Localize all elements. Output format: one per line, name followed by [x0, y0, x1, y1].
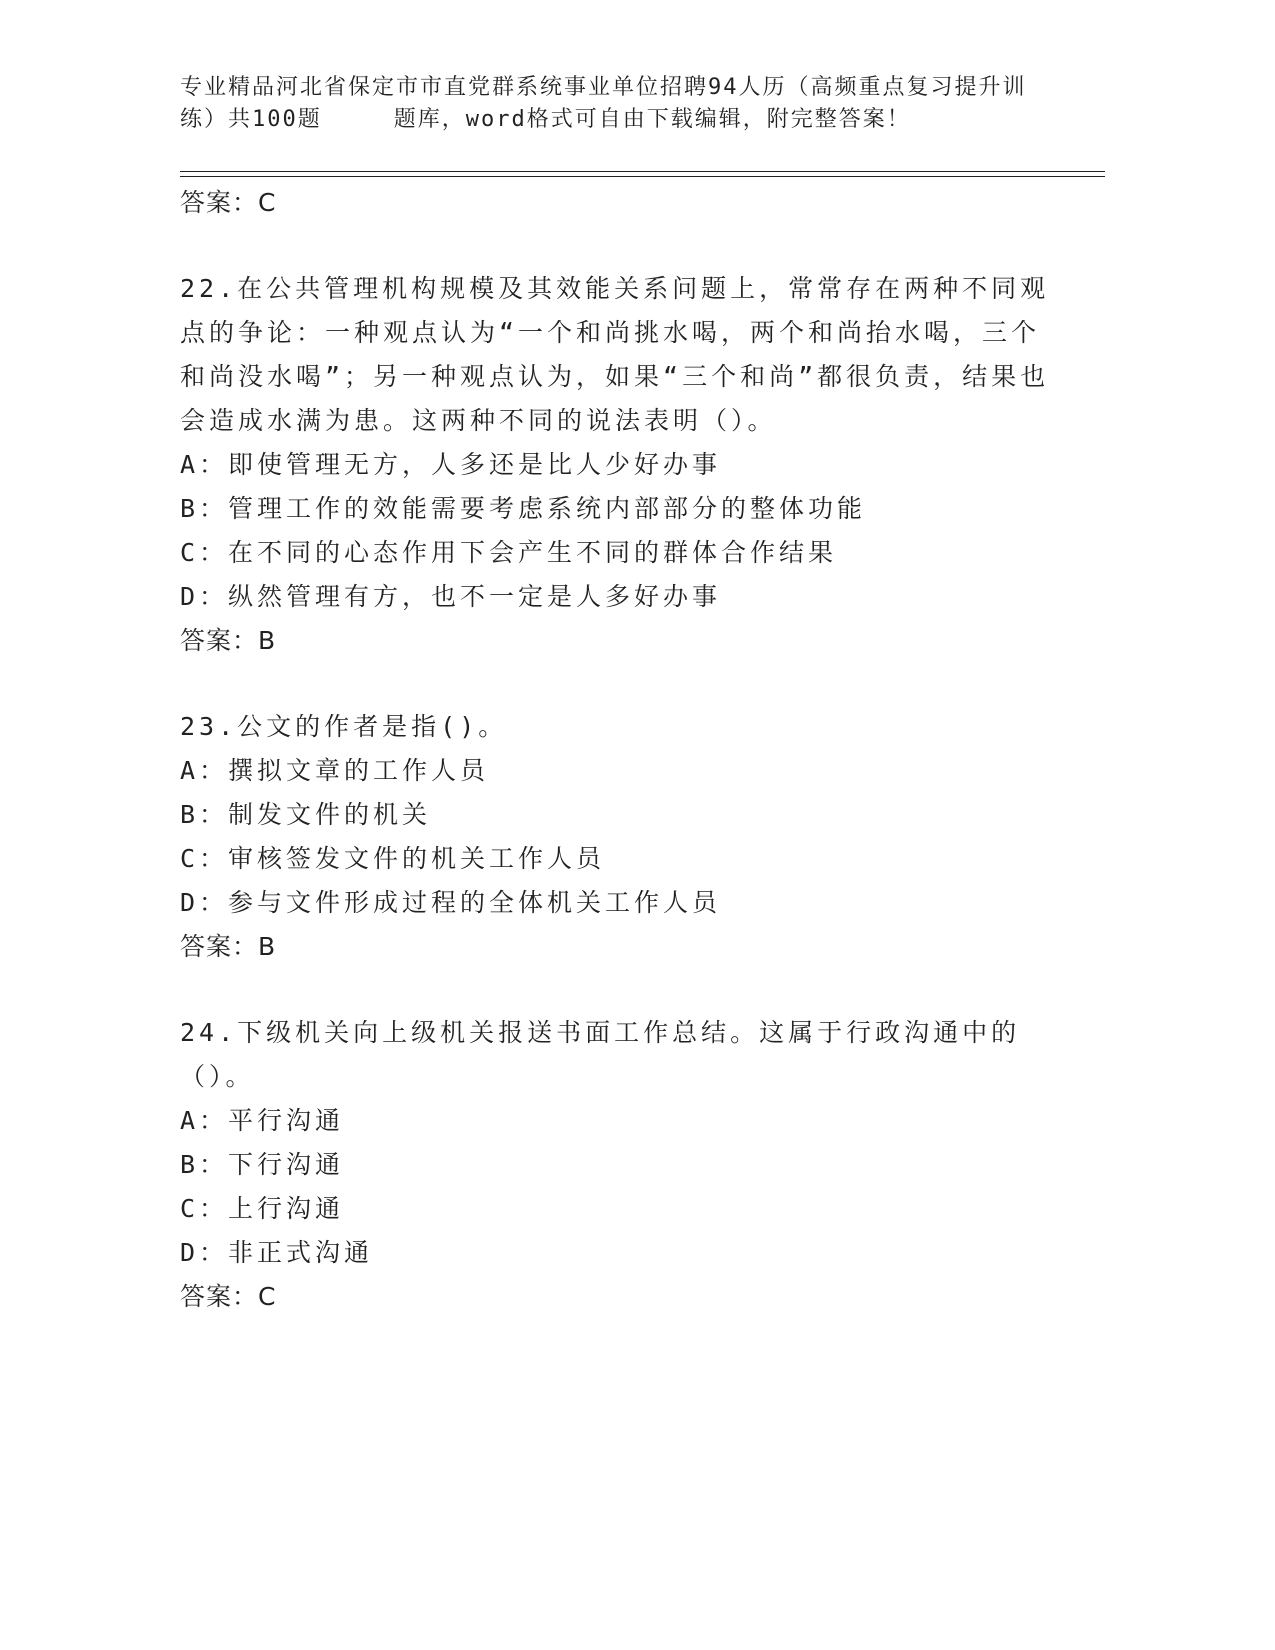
header-line-2 [180, 104, 1060, 136]
question-23 [180, 705, 1060, 969]
answer-line: 答案：C [180, 188, 277, 217]
option-b: B：制发文件的机关 [180, 800, 432, 829]
option-b: B：下行沟通 [180, 1150, 345, 1179]
option-a: A：撰拟文章的工作人员 [180, 756, 490, 785]
page-header [180, 72, 1060, 136]
question-stem: 24.下级机关向上级机关报送书面工作总结。这属于行政沟通中的（）。 [180, 1018, 1021, 1091]
question-stem: 23.公文的作者是指()。 [180, 712, 508, 741]
option-a: A：即使管理无方，人多还是比人少好办事 [180, 450, 722, 479]
option-c: C：在不同的心态作用下会产生不同的群体合作结果 [180, 538, 838, 567]
header-line-1: 专业精品河北省保定市市直党群系统事业单位招聘94人历（高频重点复习提升训 [180, 75, 1027, 100]
answer-line: 答案：B [180, 932, 277, 961]
answer-line: 答案：B [180, 626, 277, 655]
question-22 [180, 267, 1060, 663]
option-a: A：平行沟通 [180, 1106, 345, 1135]
question-stem: 22.在公共管理机构规模及其效能关系问题上，常常存在两种不同观点的争论：一种观点认为“一个和尚挑水喝，两个和尚抬水喝，三个和尚没水喝”；另一种观点认为，如果“三个和尚”都很负责，结果也会造成水满为患。这两种不同的说法表明（）。 [180, 274, 1050, 435]
answer-line: 答案：C [180, 1282, 277, 1311]
document-body [180, 181, 1060, 1319]
header-divider-top [180, 171, 1105, 172]
question-24 [180, 1011, 1060, 1319]
header-line-2-part-2: 题库，word格式可自由下载编辑，附完整答案！ [393, 107, 911, 132]
option-d: D：纵然管理有方，也不一定是人多好办事 [180, 582, 722, 611]
option-d: D：非正式沟通 [180, 1238, 374, 1267]
option-d: D：参与文件形成过程的全体机关工作人员 [180, 888, 722, 917]
header-divider-bottom [180, 176, 1105, 177]
option-c: C：审核签发文件的机关工作人员 [180, 844, 606, 873]
option-c: C：上行沟通 [180, 1194, 345, 1223]
option-b: B：管理工作的效能需要考虑系统内部部分的整体功能 [180, 494, 867, 523]
header-line-2-part-1: 练）共100题 [180, 107, 322, 132]
